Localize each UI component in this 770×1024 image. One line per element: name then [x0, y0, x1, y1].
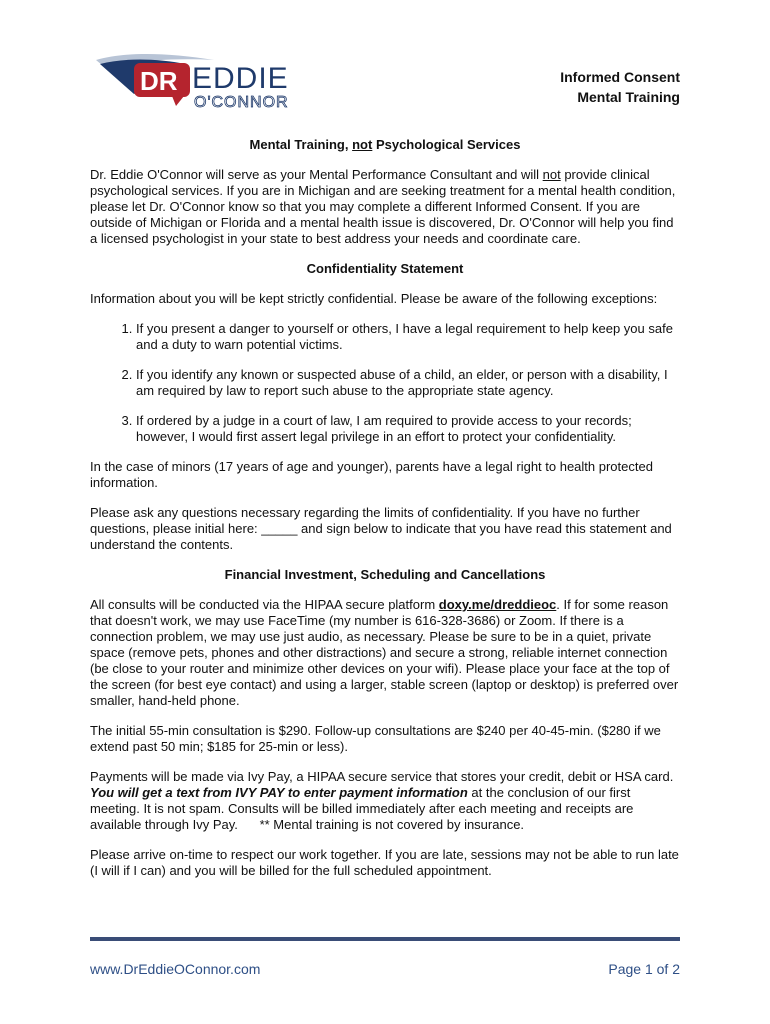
logo — [94, 50, 324, 114]
page-number: Page 1 of 2 — [608, 961, 680, 977]
questions-paragraph: Please ask any questions necessary regarding the limits of confidentiality. If you have no further questions, please initial here: _____ and sign below to indicate that you have read this statement and understand the contents. — [90, 505, 672, 552]
section-heading-mental-training: Mental Training, not Psychological Services — [249, 137, 521, 152]
logo-eddie-text: EDDIE — [192, 62, 289, 95]
document-body — [90, 137, 680, 893]
logo-red-tail — [172, 96, 184, 106]
logo-dr-text: DR — [140, 66, 178, 96]
platform-paragraph: All consults will be conducted via the HIPAA secure platform doxy.me/dreddieoc. If for some reason that doesn't work, we may use FaceTime (my number is 616-328-3686) or Zoom. If there is a connection problem, we may use just audio, as necessary. Please be sure to be in a quiet, private space (remove pets, phones and other distractions) and secure a strong, reliable internet connection (be close to your router and minimize other devices on your wifi). Please place your face at the top of the screen (for best eye contact) and using a larger, stable screen (laptop or desktop) is preferred over smaller, hand-held phone. — [90, 597, 679, 708]
list-item: 3. If ordered by a judge in a court of law, I am required to provide access to your records; however, I would first assert legal privilege in an effort to protect your confidentiality. — [136, 413, 680, 445]
mental-training-paragraph: Dr. Eddie O'Connor will serve as your Mental Performance Consultant and will not provide clinical psychological services. If you are in Michigan and are seeking treatment for a mental health condition, please let Dr. O'Connor know so that you may complete a different Informed Consent. If you are outside of Michigan or Florida and a mental health issue is discovered, Dr. O'Connor will help you find a licensed psychologist in your state to best address your needs and coordinate care. — [90, 167, 676, 246]
payments-paragraph: Payments will be made via Ivy Pay, a HIPAA secure service that stores your credit, debit or HSA card. You will get a text from IVY PAY to enter payment information at the conclusion of our first meeting. It is not spam. Consults will be billed immediately after each meeting and receipts are available through Ivy Pay. ** Mental training is not covered by insurance. — [90, 769, 677, 832]
minors-paragraph: In the case of minors (17 years of age and younger), parents have a legal right to health protected information. — [90, 459, 653, 490]
fees-paragraph: The initial 55-min consultation is $290. Follow-up consultations are $240 per 40-45-min. ($280 if we extend past 50 min; $185 for 25-min or less). — [90, 723, 661, 754]
document-title — [560, 67, 680, 107]
title-line-2: Mental Training — [577, 89, 680, 105]
list-item: 1. If you present a danger to yourself or others, I have a legal requirement to help keep you safe and a duty to warn potential victims. — [136, 321, 680, 353]
list-item: 2. If you identify any known or suspected abuse of a child, an elder, or person with a disability, I am required by law to report such abuse to the appropriate state agency. — [136, 367, 680, 399]
section-heading-financial: Financial Investment, Scheduling and Cancellations — [224, 567, 546, 582]
logo-oconnor-text: O'CONNOR — [194, 94, 289, 111]
title-line-1: Informed Consent — [560, 69, 680, 85]
footer-website-link[interactable]: www.DrEddieOConnor.com — [90, 961, 261, 977]
exceptions-list — [90, 321, 680, 445]
footer-divider — [90, 937, 680, 941]
confidentiality-intro: Information about you will be kept strictly confidential. Please be aware of the following exceptions: — [90, 291, 658, 306]
section-heading-confidentiality: Confidentiality Statement — [306, 261, 464, 276]
doxy-link[interactable]: doxy.me/dreddieoc — [438, 597, 557, 612]
logo-graphic — [94, 50, 324, 114]
arrival-paragraph: Please arrive on-time to respect our work together. If you are late, sessions may not be able to run late (I will if I can) and you will be billed for the full scheduled appointment. — [90, 847, 679, 878]
